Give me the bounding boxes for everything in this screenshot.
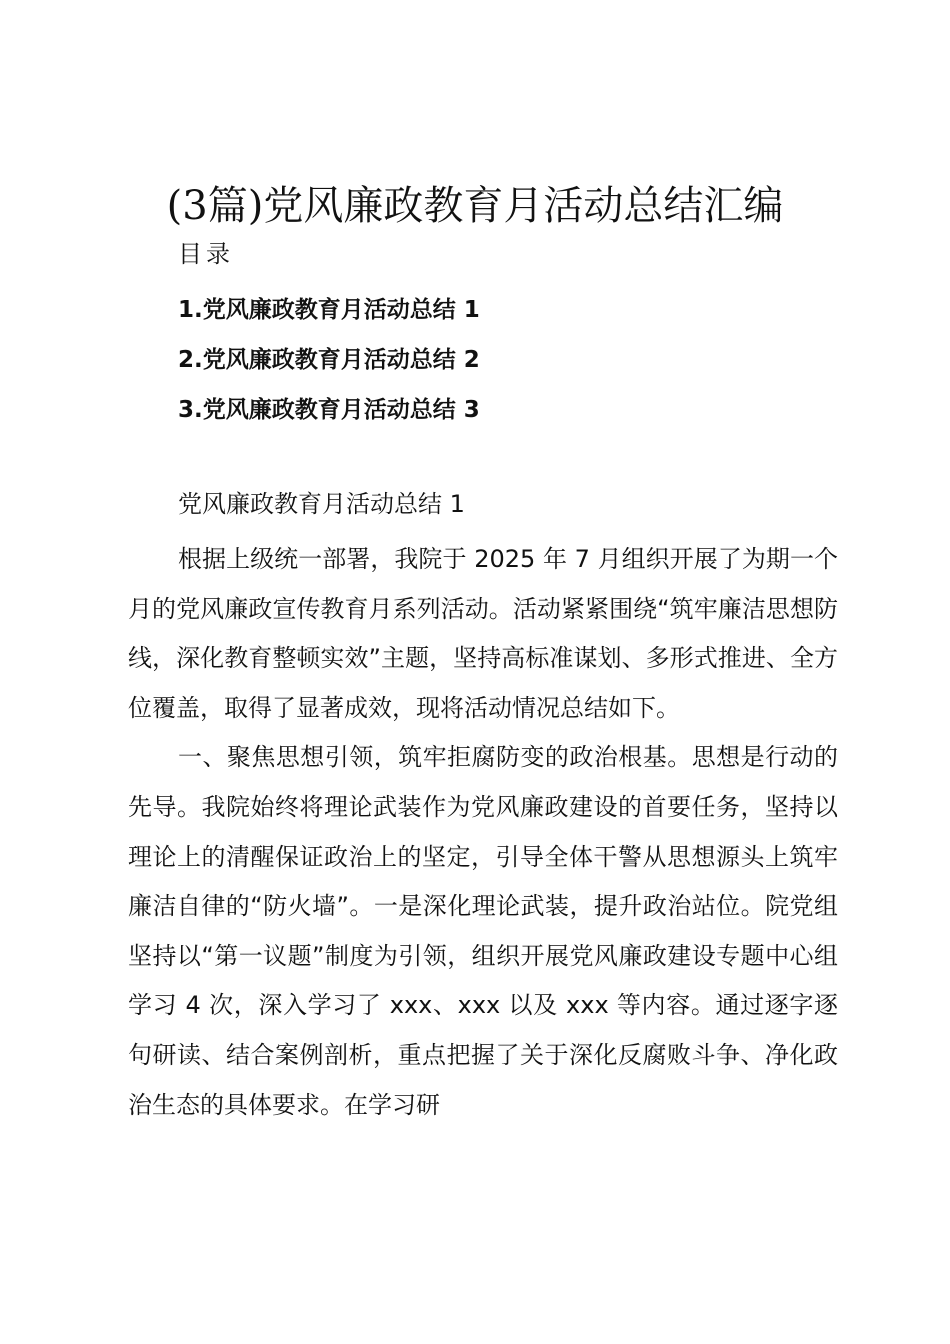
section-title: 党风廉政教育月活动总结 1 [178, 490, 465, 518]
paragraph-section-one: 一、聚焦思想引领，筑牢拒腐防变的政治根基。思想是行动的先导。我院始终将理论武装作为党风廉政建设的首要任务，坚持以理论上的清醒保证政治上的坚定，引导全体干警从思想源头上筑牢廉洁自律的“防火墙”。一是深化理论武装，提升政治站位。院党组坚持以“第一议题”制度为引领，组织开展党风廉政建设专题中心组学习 4 次，深入学习了 xxx、xxx 以及 xxx 等内容。通过逐字逐句研读、结合案例剖析，重点把握了关于深化反腐败斗争、净化政治生态的具体要求。在学习研 [128, 743, 838, 1119]
toc-item-2[interactable]: 2.党风廉政教育月活动总结 2 [178, 347, 480, 373]
paragraph-intro: 根据上级统一部署，我院于 2025 年 7 月组织开展了为期一个月的党风廉政宣传教育月系列活动。活动紧紧围绕“筑牢廉洁思想防线，深化教育整顿实效”主题，坚持高标准谋划、多形式推进、全方位覆盖，取得了显著成效，现将活动情况总结如下。 [128, 545, 838, 722]
toc-heading: 目录 [178, 240, 234, 268]
toc-item-1[interactable]: 1.党风廉政教育月活动总结 1 [178, 297, 480, 323]
document-title: (3篇)党风廉政教育月活动总结汇编 [166, 183, 784, 229]
toc-item-3[interactable]: 3.党风廉政教育月活动总结 3 [178, 397, 480, 423]
table-of-contents [178, 285, 480, 435]
body-text [128, 535, 838, 1130]
